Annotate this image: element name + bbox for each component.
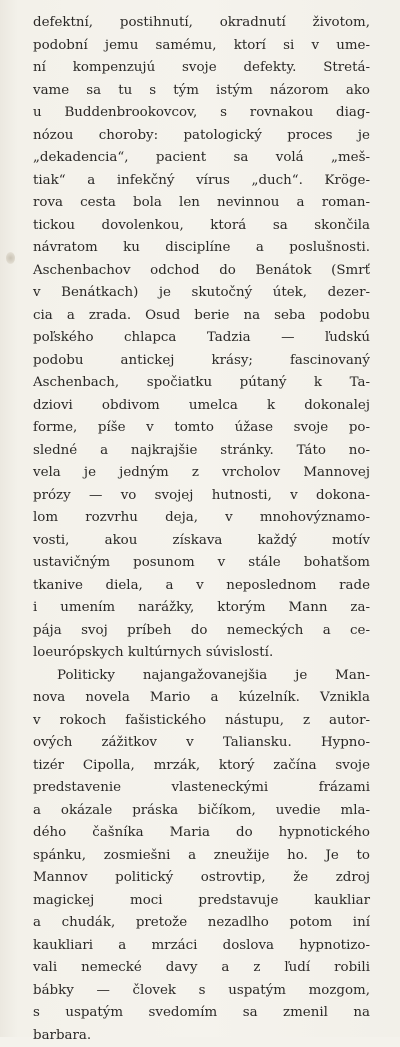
text-line: „dekadencia“, pacient sa volá „meš- bbox=[33, 147, 370, 170]
text-line: sledné a najkrajšie stránky. Táto no- bbox=[33, 440, 370, 463]
text-line: u Buddenbrookovcov, s rovnakou diag- bbox=[33, 102, 370, 125]
paper-stain bbox=[6, 252, 15, 264]
text-line: ní kompenzujú svoje defekty. Stretá- bbox=[33, 57, 370, 80]
text-line: v rokoch fašistického nástupu, z autor- bbox=[33, 710, 370, 733]
text-line: bábky — človek s uspatým mozgom, bbox=[33, 980, 370, 1003]
text-line: poľského chlapca Tadzia — ľudskú bbox=[33, 327, 370, 350]
text-line: magickej moci predstavuje kaukliar bbox=[33, 890, 370, 913]
text-line: pája svoj príbeh do nemeckých a ce- bbox=[33, 620, 370, 643]
text-line: Aschenbachov odchod do Benátok (Smrť bbox=[33, 260, 370, 283]
body-text bbox=[33, 12, 370, 1047]
text-line: i umením narážky, ktorým Mann za- bbox=[33, 597, 370, 620]
text-line: a okázale práska bičíkom, uvedie mla- bbox=[33, 800, 370, 823]
text-line: vame sa tu s tým istým názorom ako bbox=[33, 80, 370, 103]
text-line: ustavičným posunom v stále bohatšom bbox=[33, 552, 370, 575]
text-line: nova novela Mario a kúzelník. Vznikla bbox=[33, 687, 370, 710]
text-line: podobu antickej krásy; fascinovaný bbox=[33, 350, 370, 373]
text-line: ových zážitkov v Taliansku. Hypno- bbox=[33, 732, 370, 755]
text-line: barbara. bbox=[33, 1025, 370, 1047]
text-line: nózou choroby: patologický proces je bbox=[33, 125, 370, 148]
text-line: vela je jedným z vrcholov Mannovej bbox=[33, 462, 370, 485]
text-line: návratom ku disciplíne a poslušnosti. bbox=[33, 237, 370, 260]
text-line: tkanive diela, a v neposlednom rade bbox=[33, 575, 370, 598]
text-line: forme, píše v tomto úžase svoje po- bbox=[33, 417, 370, 440]
text-line: a chudák, pretože nezadlho potom iní bbox=[33, 912, 370, 935]
text-line: tiak“ a infekčný vírus „duch“. Kröge- bbox=[33, 170, 370, 193]
text-line: tizér Cipolla, mrzák, ktorý začína svoje bbox=[33, 755, 370, 778]
text-line: rova cesta bola len nevinnou a roman- bbox=[33, 192, 370, 215]
text-line: spánku, zosmiešni a zneužije ho. Je to bbox=[33, 845, 370, 868]
text-line: dziovi obdivom umelca k dokonalej bbox=[33, 395, 370, 418]
text-line: kaukliari a mrzáci doslova hypnotizo- bbox=[33, 935, 370, 958]
text-line: vosti, akou získava každý motív bbox=[33, 530, 370, 553]
text-line: vali nemecké davy a z ľudí robili bbox=[33, 957, 370, 980]
text-line: cia a zrada. Osud berie na seba podobu bbox=[33, 305, 370, 328]
text-line: Politicky najangažovanejšia je Man- bbox=[33, 665, 370, 688]
text-line: podobní jemu samému, ktorí si v ume- bbox=[33, 35, 370, 58]
text-line: predstavenie vlasteneckými frázami bbox=[33, 777, 370, 800]
text-line: s uspatým svedomím sa zmenil na bbox=[33, 1002, 370, 1025]
text-line: v Benátkach) je skutočný útek, dezer- bbox=[33, 282, 370, 305]
text-line: Mannov politický ostrovtip, že zdroj bbox=[33, 867, 370, 890]
text-line: defektní, postihnutí, okradnutí životom, bbox=[33, 12, 370, 35]
text-line: lom rozvrhu deja, v mnohovýznamo- bbox=[33, 507, 370, 530]
text-line: Aschenbach, spočiatku pútaný k Ta- bbox=[33, 372, 370, 395]
text-line: loeurópskych kultúrnych súvislostí. bbox=[33, 642, 370, 665]
text-line: prózy — vo svojej hutnosti, v dokona- bbox=[33, 485, 370, 508]
text-line: tickou dovolenkou, ktorá sa skončila bbox=[33, 215, 370, 238]
text-line: dého čašníka Maria do hypnotického bbox=[33, 822, 370, 845]
